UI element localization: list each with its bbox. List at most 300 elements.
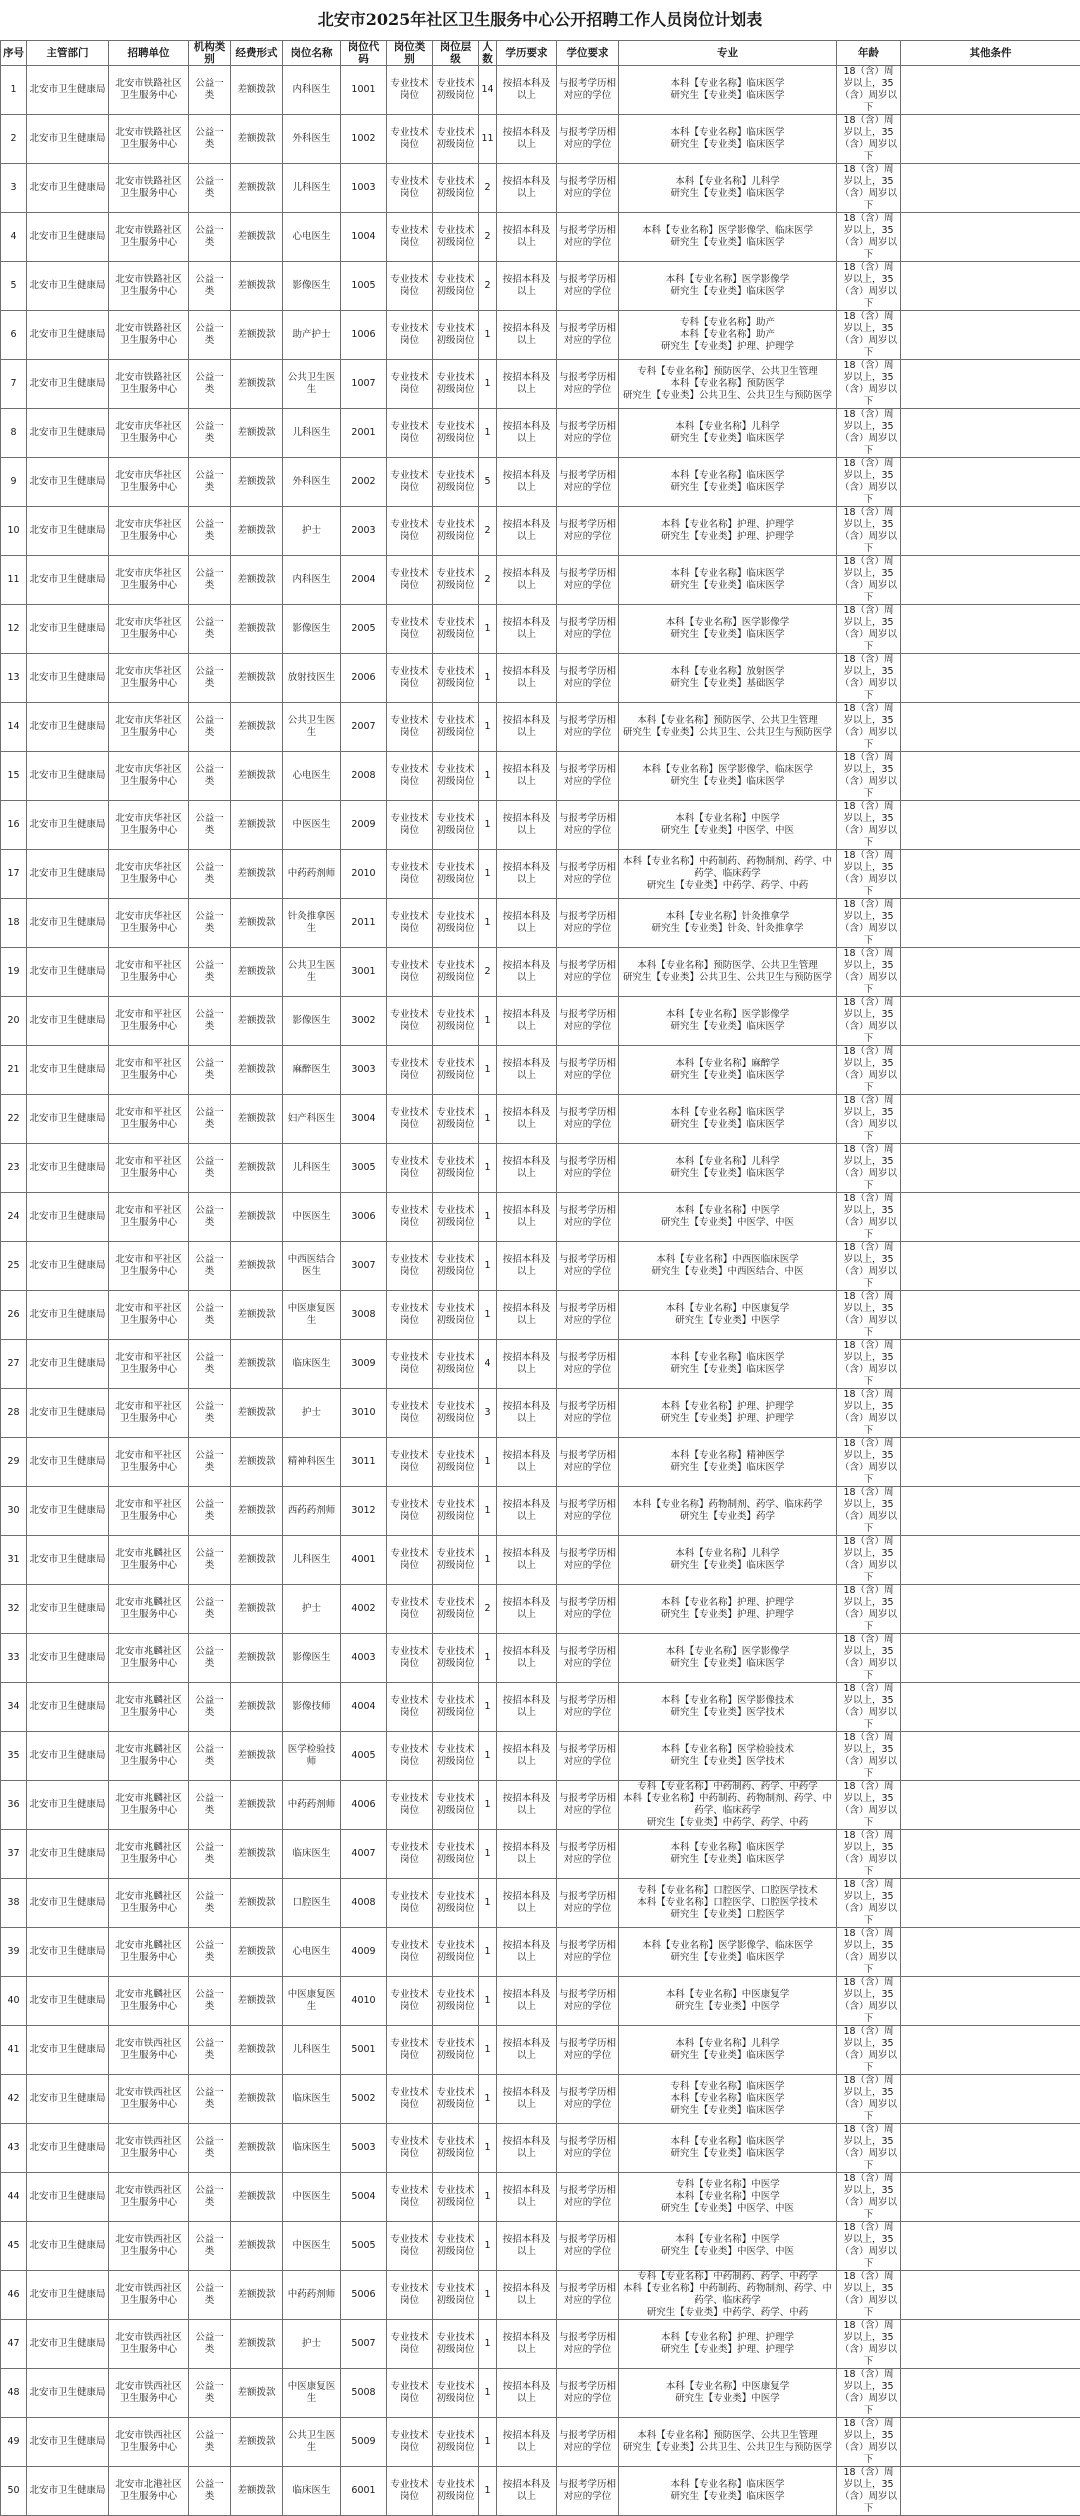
cell-funding: 差额拨款 [231,2173,283,2222]
cell-major: 本科【专业名称】预防医学、公共卫生管理 研究生【专业类】公共卫生、公共卫生与预防医学 [619,703,837,752]
table-row [1,360,1080,409]
cell-dept: 北安市卫生健康局 [27,1193,109,1242]
cell-category: 公益一类 [189,1683,231,1732]
cell-other [901,360,1080,409]
cell-post-type: 专业技术岗位 [387,2124,433,2173]
cell-degree: 与报考学历相对应的学位 [557,1781,619,1830]
cell-count: 1 [479,605,497,654]
cell-major: 本科【专业名称】儿科学 研究生【专业类】临床医学 [619,409,837,458]
cell-dept: 北安市卫生健康局 [27,948,109,997]
cell-age: 18（含）周岁以上，35（含）周岁以下 [837,507,901,556]
cell-category: 公益一类 [189,1046,231,1095]
cell-edu: 按招本科及以上 [497,1193,557,1242]
cell-post: 心电医生 [283,213,341,262]
cell-other [901,1585,1080,1634]
cell-post-type: 专业技术岗位 [387,1144,433,1193]
cell-edu: 按招本科及以上 [497,2271,557,2320]
cell-code: 1003 [341,164,387,213]
cell-post-type: 专业技术岗位 [387,507,433,556]
cell-edu: 按招本科及以上 [497,2173,557,2222]
cell-no: 42 [1,2075,27,2124]
cell-edu: 按招本科及以上 [497,1830,557,1879]
cell-post: 心电医生 [283,1928,341,1977]
cell-count: 1 [479,997,497,1046]
cell-category: 公益一类 [189,1536,231,1585]
cell-dept: 北安市卫生健康局 [27,507,109,556]
cell-post-type: 专业技术岗位 [387,2026,433,2075]
cell-dept: 北安市卫生健康局 [27,850,109,899]
cell-dept: 北安市卫生健康局 [27,311,109,360]
cell-count: 2 [479,1585,497,1634]
cell-degree: 与报考学历相对应的学位 [557,1683,619,1732]
cell-unit: 北安市和平社区卫生服务中心 [109,1144,189,1193]
cell-count: 2 [479,556,497,605]
cell-count: 2 [479,262,497,311]
table-row [1,409,1080,458]
cell-post-level: 专业技术初级岗位 [433,1977,479,2026]
cell-post: 妇产科医生 [283,1095,341,1144]
cell-post-level: 专业技术初级岗位 [433,1781,479,1830]
cell-post-level: 专业技术初级岗位 [433,1193,479,1242]
cell-other [901,1634,1080,1683]
cell-major: 专科【专业名称】预防医学、公共卫生管理 本科【专业名称】预防医学 研究生【专业类】公共卫生、公共卫生与预防医学 [619,360,837,409]
cell-edu: 按招本科及以上 [497,2026,557,2075]
table-body [1,66,1080,2516]
cell-other [901,752,1080,801]
cell-degree: 与报考学历相对应的学位 [557,948,619,997]
cell-post-level: 专业技术初级岗位 [433,1732,479,1781]
cell-major: 本科【专业名称】中医学 研究生【专业类】中医学、中医 [619,2222,837,2271]
cell-unit: 北安市庆华社区卫生服务中心 [109,850,189,899]
cell-age: 18（含）周岁以上，35（含）周岁以下 [837,1291,901,1340]
cell-edu: 按招本科及以上 [497,1144,557,1193]
cell-code: 4002 [341,1585,387,1634]
cell-no: 38 [1,1879,27,1928]
cell-age: 18（含）周岁以上，35（含）周岁以下 [837,1487,901,1536]
cell-category: 公益一类 [189,1977,231,2026]
cell-code: 5008 [341,2369,387,2418]
cell-degree: 与报考学历相对应的学位 [557,115,619,164]
cell-edu: 按招本科及以上 [497,2467,557,2516]
cell-edu: 按招本科及以上 [497,2320,557,2369]
cell-count: 1 [479,1781,497,1830]
cell-count: 2 [479,507,497,556]
cell-funding: 差额拨款 [231,262,283,311]
cell-count: 1 [479,1683,497,1732]
cell-code: 3007 [341,1242,387,1291]
cell-degree: 与报考学历相对应的学位 [557,409,619,458]
cell-major: 本科【专业名称】医学影像学、临床医学 研究生【专业类】临床医学 [619,1928,837,1977]
cell-funding: 差额拨款 [231,2271,283,2320]
cell-funding: 差额拨款 [231,605,283,654]
cell-code: 5009 [341,2418,387,2467]
recruitment-table [0,40,1080,2516]
cell-code: 3010 [341,1389,387,1438]
cell-count: 1 [479,409,497,458]
cell-degree: 与报考学历相对应的学位 [557,1634,619,1683]
cell-dept: 北安市卫生健康局 [27,1830,109,1879]
cell-category: 公益一类 [189,66,231,115]
cell-other [901,654,1080,703]
cell-post-type: 专业技术岗位 [387,1781,433,1830]
cell-category: 公益一类 [189,1732,231,1781]
cell-age: 18（含）周岁以上，35（含）周岁以下 [837,2222,901,2271]
cell-age: 18（含）周岁以上，35（含）周岁以下 [837,1193,901,1242]
table-row [1,2467,1080,2516]
cell-category: 公益一类 [189,1193,231,1242]
cell-category: 公益一类 [189,2222,231,2271]
cell-age: 18（含）周岁以上，35（含）周岁以下 [837,1585,901,1634]
cell-unit: 北安市和平社区卫生服务中心 [109,1095,189,1144]
cell-no: 13 [1,654,27,703]
cell-age: 18（含）周岁以上，35（含）周岁以下 [837,1242,901,1291]
cell-no: 14 [1,703,27,752]
cell-post-type: 专业技术岗位 [387,2075,433,2124]
cell-post-type: 专业技术岗位 [387,1585,433,1634]
cell-dept: 北安市卫生健康局 [27,2467,109,2516]
cell-other [901,2026,1080,2075]
cell-post: 针灸推拿医生 [283,899,341,948]
cell-unit: 北安市兆麟社区卫生服务中心 [109,1879,189,1928]
cell-degree: 与报考学历相对应的学位 [557,1585,619,1634]
cell-category: 公益一类 [189,1389,231,1438]
cell-major: 专科【专业名称】中药制药、药学、中药学 本科【专业名称】中药制药、药物制剂、药学、中药学、临床药学 研究生【专业类】中药学、药学、中药 [619,1781,837,1830]
cell-no: 18 [1,899,27,948]
cell-post: 中西医结合医生 [283,1242,341,1291]
cell-count: 4 [479,1340,497,1389]
cell-edu: 按招本科及以上 [497,2075,557,2124]
cell-count: 1 [479,899,497,948]
cell-post: 儿科医生 [283,409,341,458]
cell-post-type: 专业技术岗位 [387,654,433,703]
cell-major: 本科【专业名称】精神医学 研究生【专业类】临床医学 [619,1438,837,1487]
table-row [1,2418,1080,2467]
cell-no: 16 [1,801,27,850]
cell-no: 50 [1,2467,27,2516]
cell-funding: 差额拨款 [231,458,283,507]
cell-code: 3005 [341,1144,387,1193]
cell-category: 公益一类 [189,2173,231,2222]
cell-no: 29 [1,1438,27,1487]
cell-code: 5004 [341,2173,387,2222]
cell-post: 心电医生 [283,752,341,801]
cell-category: 公益一类 [189,1585,231,1634]
cell-other [901,899,1080,948]
cell-other [901,458,1080,507]
cell-other [901,850,1080,899]
cell-other [901,703,1080,752]
cell-post: 影像医生 [283,262,341,311]
cell-funding: 差额拨款 [231,2369,283,2418]
cell-count: 1 [479,1193,497,1242]
cell-no: 30 [1,1487,27,1536]
cell-funding: 差额拨款 [231,1781,283,1830]
cell-funding: 差额拨款 [231,213,283,262]
cell-no: 1 [1,66,27,115]
cell-degree: 与报考学历相对应的学位 [557,1046,619,1095]
cell-post-type: 专业技术岗位 [387,2320,433,2369]
cell-unit: 北安市铁西社区卫生服务中心 [109,2222,189,2271]
cell-code: 4006 [341,1781,387,1830]
cell-age: 18（含）周岁以上，35（含）周岁以下 [837,2075,901,2124]
cell-degree: 与报考学历相对应的学位 [557,262,619,311]
cell-post-level: 专业技术初级岗位 [433,164,479,213]
cell-count: 1 [479,2320,497,2369]
cell-other [901,1438,1080,1487]
cell-category: 公益一类 [189,409,231,458]
table-row [1,752,1080,801]
cell-funding: 差额拨款 [231,1340,283,1389]
cell-count: 1 [479,654,497,703]
cell-degree: 与报考学历相对应的学位 [557,2418,619,2467]
cell-major: 本科【专业名称】医学影像学、临床医学 研究生【专业类】临床医学 [619,213,837,262]
cell-edu: 按招本科及以上 [497,2124,557,2173]
cell-other [901,2222,1080,2271]
cell-funding: 差额拨款 [231,997,283,1046]
cell-other [901,948,1080,997]
cell-dept: 北安市卫生健康局 [27,1389,109,1438]
cell-code: 3004 [341,1095,387,1144]
cell-no: 19 [1,948,27,997]
cell-post-level: 专业技术初级岗位 [433,2222,479,2271]
cell-category: 公益一类 [189,997,231,1046]
cell-post-level: 专业技术初级岗位 [433,2026,479,2075]
cell-code: 1002 [341,115,387,164]
cell-age: 18（含）周岁以上，35（含）周岁以下 [837,213,901,262]
cell-post: 影像医生 [283,997,341,1046]
cell-dept: 北安市卫生健康局 [27,1683,109,1732]
cell-age: 18（含）周岁以上，35（含）周岁以下 [837,458,901,507]
cell-no: 36 [1,1781,27,1830]
cell-dept: 北安市卫生健康局 [27,2369,109,2418]
cell-age: 18（含）周岁以上，35（含）周岁以下 [837,948,901,997]
cell-no: 23 [1,1144,27,1193]
cell-post-level: 专业技术初级岗位 [433,1095,479,1144]
cell-count: 1 [479,1879,497,1928]
cell-age: 18（含）周岁以上，35（含）周岁以下 [837,752,901,801]
cell-post-level: 专业技术初级岗位 [433,605,479,654]
cell-funding: 差额拨款 [231,1928,283,1977]
cell-post-type: 专业技术岗位 [387,997,433,1046]
cell-no: 49 [1,2418,27,2467]
cell-major: 本科【专业名称】护理、护理学 研究生【专业类】护理、护理学 [619,507,837,556]
cell-post-level: 专业技术初级岗位 [433,1438,479,1487]
cell-code: 4008 [341,1879,387,1928]
cell-category: 公益一类 [189,703,231,752]
cell-degree: 与报考学历相对应的学位 [557,997,619,1046]
table-row [1,213,1080,262]
cell-degree: 与报考学历相对应的学位 [557,1928,619,1977]
cell-category: 公益一类 [189,2418,231,2467]
cell-other [901,1193,1080,1242]
cell-code: 2005 [341,605,387,654]
cell-no: 40 [1,1977,27,2026]
cell-major: 本科【专业名称】护理、护理学 研究生【专业类】护理、护理学 [619,1585,837,1634]
cell-edu: 按招本科及以上 [497,458,557,507]
cell-count: 1 [479,1830,497,1879]
cell-other [901,115,1080,164]
cell-funding: 差额拨款 [231,1536,283,1585]
cell-unit: 北安市北港社区卫生服务中心 [109,2467,189,2516]
cell-code: 5007 [341,2320,387,2369]
cell-post-type: 专业技术岗位 [387,458,433,507]
cell-post-type: 专业技术岗位 [387,1732,433,1781]
cell-code: 1001 [341,66,387,115]
cell-degree: 与报考学历相对应的学位 [557,1291,619,1340]
cell-unit: 北安市铁路社区卫生服务中心 [109,360,189,409]
cell-post-level: 专业技术初级岗位 [433,1340,479,1389]
cell-post-type: 专业技术岗位 [387,1634,433,1683]
cell-funding: 差额拨款 [231,1879,283,1928]
table-row [1,2271,1080,2320]
cell-dept: 北安市卫生健康局 [27,115,109,164]
cell-post-level: 专业技术初级岗位 [433,311,479,360]
cell-post: 医学检验技师 [283,1732,341,1781]
cell-funding: 差额拨款 [231,1046,283,1095]
cell-post-level: 专业技术初级岗位 [433,2124,479,2173]
cell-category: 公益一类 [189,1340,231,1389]
cell-age: 18（含）周岁以上，35（含）周岁以下 [837,556,901,605]
cell-no: 26 [1,1291,27,1340]
cell-funding: 差额拨款 [231,1389,283,1438]
cell-category: 公益一类 [189,556,231,605]
header-funding: 经费形式 [231,41,283,66]
cell-edu: 按招本科及以上 [497,605,557,654]
cell-dept: 北安市卫生健康局 [27,458,109,507]
cell-edu: 按招本科及以上 [497,997,557,1046]
cell-degree: 与报考学历相对应的学位 [557,605,619,654]
cell-degree: 与报考学历相对应的学位 [557,66,619,115]
cell-dept: 北安市卫生健康局 [27,1879,109,1928]
cell-other [901,1242,1080,1291]
cell-code: 4007 [341,1830,387,1879]
table-row [1,115,1080,164]
cell-post-level: 专业技术初级岗位 [433,507,479,556]
cell-code: 4003 [341,1634,387,1683]
cell-age: 18（含）周岁以上，35（含）周岁以下 [837,115,901,164]
cell-edu: 按招本科及以上 [497,1487,557,1536]
cell-post-type: 专业技术岗位 [387,605,433,654]
cell-other [901,2369,1080,2418]
cell-category: 公益一类 [189,164,231,213]
cell-count: 14 [479,66,497,115]
cell-count: 2 [479,948,497,997]
cell-post: 放射技医生 [283,654,341,703]
cell-post-level: 专业技术初级岗位 [433,1879,479,1928]
cell-unit: 北安市和平社区卫生服务中心 [109,1340,189,1389]
cell-dept: 北安市卫生健康局 [27,1291,109,1340]
table-row [1,1536,1080,1585]
cell-major: 本科【专业名称】儿科学 研究生【专业类】临床医学 [619,2026,837,2075]
header-post-type: 岗位类别 [387,41,433,66]
cell-code: 5003 [341,2124,387,2173]
cell-other [901,2418,1080,2467]
cell-post: 中医医生 [283,2222,341,2271]
cell-edu: 按招本科及以上 [497,1683,557,1732]
cell-major: 本科【专业名称】中医学 研究生【专业类】中医学、中医 [619,1193,837,1242]
cell-post-type: 专业技术岗位 [387,1340,433,1389]
table-row [1,2222,1080,2271]
cell-dept: 北安市卫生健康局 [27,2222,109,2271]
table-row [1,1585,1080,1634]
cell-age: 18（含）周岁以上，35（含）周岁以下 [837,360,901,409]
cell-age: 18（含）周岁以上，35（含）周岁以下 [837,703,901,752]
cell-funding: 差额拨款 [231,801,283,850]
cell-no: 35 [1,1732,27,1781]
cell-dept: 北安市卫生健康局 [27,1781,109,1830]
cell-count: 1 [479,360,497,409]
cell-other [901,2320,1080,2369]
cell-post-level: 专业技术初级岗位 [433,2467,479,2516]
cell-post: 外科医生 [283,458,341,507]
cell-post-type: 专业技术岗位 [387,1536,433,1585]
cell-edu: 按招本科及以上 [497,703,557,752]
cell-dept: 北安市卫生健康局 [27,1487,109,1536]
cell-other [901,213,1080,262]
cell-post: 临床医生 [283,1830,341,1879]
cell-post-type: 专业技术岗位 [387,1683,433,1732]
cell-post: 儿科医生 [283,1536,341,1585]
cell-other [901,164,1080,213]
cell-post-level: 专业技术初级岗位 [433,752,479,801]
cell-post-level: 专业技术初级岗位 [433,556,479,605]
cell-no: 45 [1,2222,27,2271]
cell-unit: 北安市和平社区卫生服务中心 [109,1438,189,1487]
cell-major: 本科【专业名称】医学检验技术 研究生【专业类】医学技术 [619,1732,837,1781]
cell-unit: 北安市庆华社区卫生服务中心 [109,801,189,850]
cell-post-type: 专业技术岗位 [387,360,433,409]
cell-category: 公益一类 [189,2124,231,2173]
cell-post-type: 专业技术岗位 [387,1879,433,1928]
cell-unit: 北安市和平社区卫生服务中心 [109,1242,189,1291]
cell-code: 5001 [341,2026,387,2075]
cell-post-level: 专业技术初级岗位 [433,1634,479,1683]
cell-degree: 与报考学历相对应的学位 [557,654,619,703]
table-row [1,997,1080,1046]
cell-post: 中药药剂师 [283,2271,341,2320]
cell-edu: 按招本科及以上 [497,1781,557,1830]
cell-category: 公益一类 [189,360,231,409]
cell-category: 公益一类 [189,1291,231,1340]
table-row [1,2320,1080,2369]
cell-funding: 差额拨款 [231,1585,283,1634]
cell-post: 临床医生 [283,1340,341,1389]
cell-funding: 差额拨款 [231,311,283,360]
cell-age: 18（含）周岁以上，35（含）周岁以下 [837,801,901,850]
cell-no: 20 [1,997,27,1046]
cell-post: 中医康复医生 [283,1977,341,2026]
header-code: 岗位代码 [341,41,387,66]
cell-code: 1005 [341,262,387,311]
cell-category: 公益一类 [189,2320,231,2369]
cell-edu: 按招本科及以上 [497,360,557,409]
cell-degree: 与报考学历相对应的学位 [557,1340,619,1389]
cell-dept: 北安市卫生健康局 [27,801,109,850]
cell-category: 公益一类 [189,1487,231,1536]
cell-unit: 北安市庆华社区卫生服务中心 [109,899,189,948]
cell-age: 18（含）周岁以上，35（含）周岁以下 [837,2271,901,2320]
cell-post-type: 专业技术岗位 [387,1291,433,1340]
cell-code: 2007 [341,703,387,752]
cell-post: 精神科医生 [283,1438,341,1487]
cell-edu: 按招本科及以上 [497,409,557,458]
header-category: 机构类别 [189,41,231,66]
cell-category: 公益一类 [189,1438,231,1487]
cell-funding: 差额拨款 [231,1242,283,1291]
cell-funding: 差额拨款 [231,66,283,115]
cell-degree: 与报考学历相对应的学位 [557,213,619,262]
cell-degree: 与报考学历相对应的学位 [557,2222,619,2271]
